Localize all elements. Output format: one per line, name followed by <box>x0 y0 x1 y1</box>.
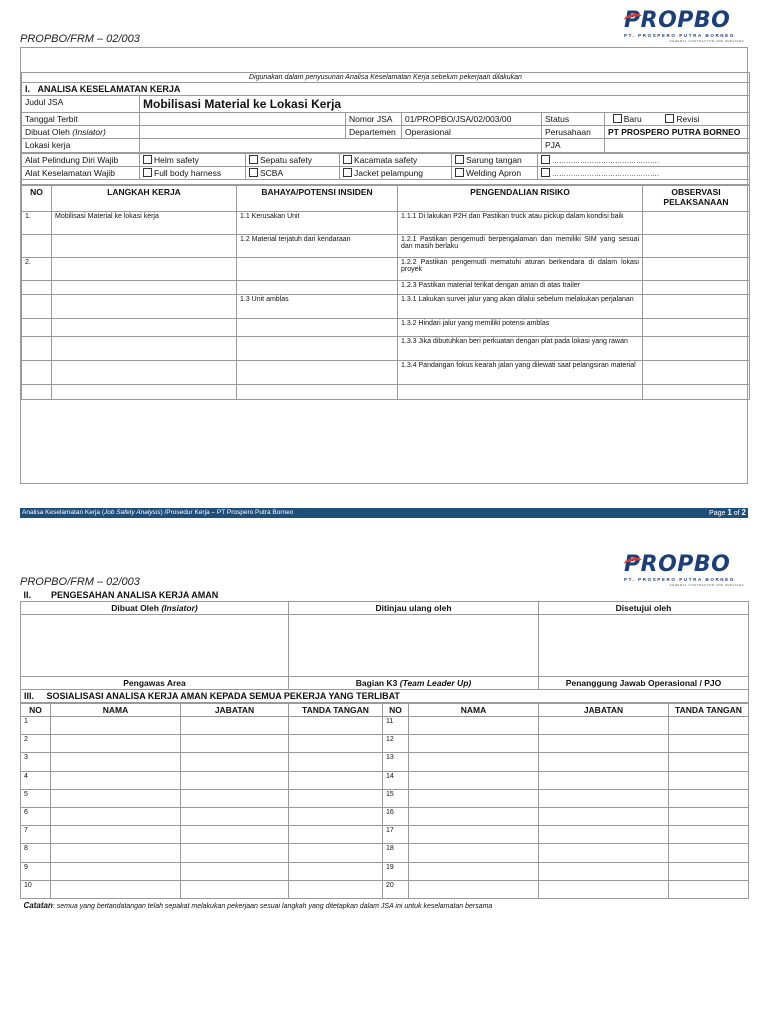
pjo-label: Penanggung Jawab Operasional / PJO <box>539 677 749 690</box>
table-row: 1.3.4 Pandangan fokus kearah jalan yang dilewati saat pelangsiran material <box>22 360 750 384</box>
ditinjau-header: Ditinjau ulang oleh <box>289 602 539 615</box>
att-ttd-cell[interactable] <box>289 826 383 844</box>
apd-checkbox[interactable] <box>143 155 152 164</box>
att-nama-cell[interactable] <box>409 880 539 898</box>
logo-wordmark: PROPBO <box>624 8 731 33</box>
att-ttd-cell[interactable] <box>669 862 749 880</box>
aks-checkbox[interactable] <box>343 168 352 177</box>
status-options: Baru Revisi <box>605 112 750 125</box>
table-row <box>21 880 749 898</box>
att-ttd-cell[interactable] <box>669 753 749 771</box>
apd-label: Alat Pelindung Diri Wajib <box>22 153 140 166</box>
att-no: 19 <box>383 862 409 880</box>
att-nama-cell[interactable] <box>51 862 181 880</box>
dibuat-oleh-header: Dibuat Oleh (Insiator) <box>21 602 289 615</box>
aks-checkbox[interactable] <box>541 168 550 177</box>
signature-box-initiator[interactable] <box>21 615 289 677</box>
apd-checkbox[interactable] <box>343 155 352 164</box>
att-no: 15 <box>383 789 409 807</box>
att-no: 9 <box>21 862 51 880</box>
att-jabatan-cell[interactable] <box>539 735 669 753</box>
att-no: 3 <box>21 753 51 771</box>
att-nama-cell[interactable] <box>409 717 539 735</box>
att-col-no: NO <box>383 704 409 717</box>
logo-tagline: PT. PROSPERO PUTRA BORNEO <box>624 33 735 38</box>
observasi-cell[interactable] <box>643 318 750 336</box>
att-no: 4 <box>21 771 51 789</box>
status-label: Status <box>542 112 605 125</box>
att-jabatan-cell[interactable] <box>539 880 669 898</box>
att-nama-cell[interactable] <box>409 771 539 789</box>
att-nama-cell[interactable] <box>409 862 539 880</box>
att-ttd-cell[interactable] <box>289 735 383 753</box>
att-nama-cell[interactable] <box>409 735 539 753</box>
table-row <box>21 844 749 862</box>
att-nama-cell[interactable] <box>409 826 539 844</box>
att-ttd-cell[interactable] <box>669 789 749 807</box>
col-no: NO <box>22 185 52 211</box>
att-no: 14 <box>383 771 409 789</box>
pja-value[interactable] <box>605 138 750 152</box>
att-col-nama: NAMA <box>51 704 181 717</box>
apd-checkbox[interactable] <box>541 155 550 164</box>
table-row: 1.3.3 Jika dibutuhkan beri perkuatan dengan plat pada lokasi yang rawan <box>22 336 750 360</box>
att-ttd-cell[interactable] <box>289 880 383 898</box>
signature-box-reviewer[interactable] <box>289 615 539 677</box>
att-ttd-cell[interactable] <box>669 807 749 825</box>
att-jabatan-cell[interactable] <box>539 826 669 844</box>
att-nama-cell[interactable] <box>409 844 539 862</box>
att-jabatan-cell[interactable] <box>181 717 289 735</box>
company-logo <box>624 10 744 50</box>
att-ttd-cell[interactable] <box>669 844 749 862</box>
att-nama-cell[interactable] <box>51 826 181 844</box>
observasi-cell[interactable] <box>643 257 750 280</box>
observasi-cell[interactable] <box>643 211 750 234</box>
att-no: 20 <box>383 880 409 898</box>
table-row: 1.3.2 Hindari jalur yang memiliki potensi amblas <box>22 318 750 336</box>
table-row <box>21 807 749 825</box>
att-nama-cell[interactable] <box>409 753 539 771</box>
jsa-header-table <box>21 48 750 153</box>
att-ttd-cell[interactable] <box>669 717 749 735</box>
form-code: PROPBO/FRM – 02/003 <box>20 33 140 45</box>
judul-value: Mobilisasi Material ke Lokasi Kerja <box>140 95 750 112</box>
table-row: 1.3 Unit amblas 1.3.1 Lakukan survei jalur yang akan dilalui sebelum melakukan perjalanan <box>22 294 750 318</box>
approval-table <box>20 589 749 703</box>
aks-label: Alat Keselamatan Wajib <box>22 166 140 179</box>
att-jabatan-cell[interactable] <box>539 753 669 771</box>
table-row: 2. 1.2.2 Pastikan pengemudi mematuhi aturan berkendara di dalam lokasi proyek <box>22 257 750 280</box>
observasi-cell[interactable] <box>643 280 750 294</box>
att-no: 17 <box>383 826 409 844</box>
departemen-label: Departemen <box>346 125 402 138</box>
apd-checkbox[interactable] <box>455 155 464 164</box>
att-no: 6 <box>21 807 51 825</box>
usage-note: Digunakan dalam penyusunan Analisa Keselamatan Kerja sebelum pekerjaan dilakukan <box>22 72 750 82</box>
table-row <box>21 826 749 844</box>
att-jabatan-cell[interactable] <box>539 862 669 880</box>
table-row <box>21 789 749 807</box>
att-ttd-cell[interactable] <box>289 753 383 771</box>
status-revisi-checkbox[interactable] <box>665 114 674 123</box>
att-col-ttd: TANDA TANGAN <box>669 704 749 717</box>
observasi-cell[interactable] <box>643 234 750 257</box>
aks-checkbox[interactable] <box>455 168 464 177</box>
att-col-ttd: TANDA TANGAN <box>289 704 383 717</box>
table-row <box>21 771 749 789</box>
table-row: 1. Mobilisasi Material ke lokasi kerja 1.1 Kerusakan Unit 1.1.1 Di lakukan P2H dan Pastikan truck atau pickup dalam kondisi baik <box>22 211 750 234</box>
page-2 <box>0 540 768 1024</box>
att-no: 1 <box>21 717 51 735</box>
att-ttd-cell[interactable] <box>289 807 383 825</box>
form-code: PROPBO/FRM – 02/003 <box>20 576 140 588</box>
table-row <box>21 735 749 753</box>
tanggal-value[interactable] <box>140 112 346 125</box>
att-col-jabatan: JABATAN <box>181 704 289 717</box>
logo-subtag: GENERAL CONTRACTOR AND SERVICES <box>669 583 744 587</box>
observasi-cell[interactable] <box>643 336 750 360</box>
att-ttd-cell[interactable] <box>669 771 749 789</box>
att-no: 11 <box>383 717 409 735</box>
observasi-cell[interactable] <box>643 294 750 318</box>
att-nama-cell[interactable] <box>51 807 181 825</box>
apd-checkbox[interactable] <box>249 155 258 164</box>
table-row: 1.2.3 Pastikan material terikat dengan aman di atas trailer <box>22 280 750 294</box>
col-bahaya: BAHAYA/POTENSI INSIDEN <box>237 185 398 211</box>
att-jabatan-cell[interactable] <box>181 862 289 880</box>
att-ttd-cell[interactable] <box>669 880 749 898</box>
att-no: 18 <box>383 844 409 862</box>
att-no: 16 <box>383 807 409 825</box>
att-no: 12 <box>383 735 409 753</box>
page-number: Page 1 of 2 <box>709 508 746 517</box>
bagian-k3-label: Bagian K3 (Team Leader Up) <box>289 677 539 690</box>
aks-checkbox[interactable] <box>249 168 258 177</box>
lokasi-label: Lokasi kerja <box>22 138 140 152</box>
att-ttd-cell[interactable] <box>669 735 749 753</box>
att-ttd-cell[interactable] <box>289 789 383 807</box>
att-jabatan-cell[interactable] <box>181 789 289 807</box>
att-nama-cell[interactable] <box>409 807 539 825</box>
att-jabatan-cell[interactable] <box>539 807 669 825</box>
att-nama-cell[interactable] <box>51 789 181 807</box>
pja-label: PJA <box>542 138 605 152</box>
nomor-label: Nomor JSA <box>346 112 402 125</box>
pengawas-label: Pengawas Area <box>21 677 289 690</box>
att-jabatan-cell[interactable] <box>539 844 669 862</box>
nomor-value: 01/PROPBO/JSA/02/003/00 <box>402 112 542 125</box>
perusahaan-value: PT PROSPERO PUTRA BORNEO <box>605 125 750 138</box>
att-jabatan-cell[interactable] <box>539 717 669 735</box>
att-jabatan-cell[interactable] <box>181 844 289 862</box>
att-jabatan-cell[interactable] <box>181 826 289 844</box>
att-nama-cell[interactable] <box>51 880 181 898</box>
logo-tagline: PT. PROSPERO PUTRA BORNEO <box>624 577 735 582</box>
att-ttd-cell[interactable] <box>289 862 383 880</box>
tanggal-label: Tanggal Terbit <box>22 112 140 125</box>
att-nama-cell[interactable] <box>51 717 181 735</box>
att-nama-cell[interactable] <box>51 753 181 771</box>
equipment-table: Alat Pelindung Diri Wajib Helm safety Sepatu safety Kacamata safety Sarung tangan ………………………………………. Alat Keselamatan Wajib Full body harness SCBA Jacket pelampung Welding Apron ………………………………………. <box>21 153 750 185</box>
logo-wordmark: PROPBO <box>624 552 731 577</box>
catatan-note: Catatan: semua yang bertandatangan telah sepakat melakukan pekerjaan sesuai langkah yang ditetapkan dalam JSA ini untuk keselamatan bersama <box>21 898 749 912</box>
att-ttd-cell[interactable] <box>289 717 383 735</box>
att-jabatan-cell[interactable] <box>539 771 669 789</box>
att-no: 10 <box>21 880 51 898</box>
att-col-jabatan: JABATAN <box>539 704 669 717</box>
section-2-heading: II. PENGESAHAN ANALISA KERJA AMAN <box>21 589 749 602</box>
departemen-value: Operasional <box>402 125 542 138</box>
att-jabatan-cell[interactable] <box>181 771 289 789</box>
att-jabatan-cell[interactable] <box>181 880 289 898</box>
signature-box-approver[interactable] <box>539 615 749 677</box>
page-footer: Analisa Keselamatan Kerja (Job Safety Analysis) /Prosedur Kerja – PT Prospero Putra Borneo Page 1 of 2 <box>22 508 746 517</box>
att-nama-cell[interactable] <box>51 771 181 789</box>
dibuat-label: Dibuat Oleh (Insiator) <box>22 125 140 138</box>
table-row: 1.2 Material terjatuh dari kendaraan 1.2.1 Pastikan pengemudi berpengalaman dan memiliki SIM yang sesuai dan masih berlaku <box>22 234 750 257</box>
att-no: 13 <box>383 753 409 771</box>
table-row <box>21 862 749 880</box>
observasi-cell[interactable] <box>643 360 750 384</box>
att-ttd-cell[interactable] <box>289 844 383 862</box>
company-logo <box>624 554 744 594</box>
status-baru-checkbox[interactable] <box>613 114 622 123</box>
att-nama-cell[interactable] <box>409 789 539 807</box>
att-ttd-cell[interactable] <box>669 826 749 844</box>
att-jabatan-cell[interactable] <box>181 807 289 825</box>
att-nama-cell[interactable] <box>51 844 181 862</box>
att-jabatan-cell[interactable] <box>181 735 289 753</box>
logo-subtag: GENERAL CONTRACTOR AND SERVICES <box>669 39 744 43</box>
col-pengendalian: PENGENDALIAN RISIKO <box>398 185 643 211</box>
att-no: 8 <box>21 844 51 862</box>
observasi-cell[interactable] <box>643 384 750 399</box>
attendance-table <box>20 703 749 912</box>
disetujui-header: Disetujui oleh <box>539 602 749 615</box>
col-langkah: LANGKAH KERJA <box>52 185 237 211</box>
judul-label: Judul JSA <box>22 95 140 112</box>
col-observasi: OBSERVASI PELAKSANAAN <box>643 185 750 211</box>
att-nama-cell[interactable] <box>51 735 181 753</box>
att-jabatan-cell[interactable] <box>539 789 669 807</box>
att-col-no: NO <box>21 704 51 717</box>
table-row <box>22 384 750 399</box>
att-jabatan-cell[interactable] <box>181 753 289 771</box>
lokasi-value[interactable] <box>140 138 542 152</box>
perusahaan-label: Perusahaan <box>542 125 605 138</box>
table-row <box>21 717 749 735</box>
table-row <box>21 753 749 771</box>
att-no: 2 <box>21 735 51 753</box>
att-col-nama: NAMA <box>409 704 539 717</box>
approval-section <box>20 589 748 912</box>
section-3-heading: III. SOSIALISASI ANALISA KERJA AMAN KEPADA SEMUA PEKERJA YANG TERLIBAT <box>21 690 749 703</box>
att-ttd-cell[interactable] <box>289 771 383 789</box>
jsa-steps-table <box>21 185 750 400</box>
att-no: 5 <box>21 789 51 807</box>
aks-checkbox[interactable] <box>143 168 152 177</box>
att-no: 7 <box>21 826 51 844</box>
section-1-heading: I. ANALISA KESELAMATAN KERJA <box>22 82 750 95</box>
jsa-form <box>20 47 748 484</box>
dibuat-value[interactable] <box>140 125 346 138</box>
